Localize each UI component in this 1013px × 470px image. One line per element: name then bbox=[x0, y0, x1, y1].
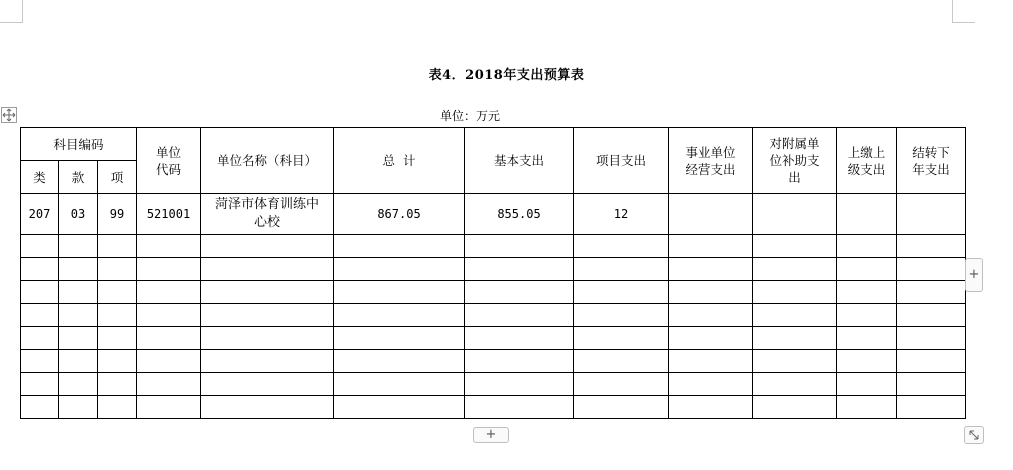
empty-cell[interactable] bbox=[201, 373, 334, 396]
empty-cell[interactable] bbox=[334, 373, 465, 396]
empty-cell[interactable] bbox=[574, 373, 669, 396]
cell-project[interactable]: 12 bbox=[574, 194, 669, 235]
empty-cell[interactable] bbox=[21, 258, 59, 281]
empty-cell[interactable] bbox=[574, 281, 669, 304]
cell-unit-name[interactable]: 菏泽市体育训练中心校 bbox=[201, 194, 334, 235]
empty-cell[interactable] bbox=[137, 235, 201, 258]
empty-cell[interactable] bbox=[201, 304, 334, 327]
empty-cell[interactable] bbox=[669, 350, 753, 373]
empty-cell[interactable] bbox=[574, 304, 669, 327]
empty-cell[interactable] bbox=[137, 304, 201, 327]
cell-unit-code[interactable]: 521001 bbox=[137, 194, 201, 235]
empty-cell[interactable] bbox=[137, 327, 201, 350]
empty-cell[interactable] bbox=[98, 350, 137, 373]
cell-lei[interactable]: 207 bbox=[21, 194, 59, 235]
empty-cell[interactable] bbox=[334, 258, 465, 281]
add-column-button[interactable] bbox=[965, 258, 983, 292]
table-resize-handle[interactable] bbox=[964, 426, 984, 444]
empty-cell[interactable] bbox=[465, 258, 574, 281]
cell-basic[interactable]: 855.05 bbox=[465, 194, 574, 235]
header-basic[interactable]: 基本支出 bbox=[465, 128, 574, 194]
empty-cell[interactable] bbox=[753, 373, 837, 396]
empty-cell[interactable] bbox=[59, 258, 98, 281]
empty-cell[interactable] bbox=[137, 350, 201, 373]
empty-cell[interactable] bbox=[98, 327, 137, 350]
empty-cell[interactable] bbox=[669, 258, 753, 281]
empty-cell[interactable] bbox=[753, 327, 837, 350]
empty-cell[interactable] bbox=[21, 281, 59, 304]
resize-diagonal-icon bbox=[967, 428, 981, 442]
add-row-button[interactable] bbox=[473, 427, 509, 443]
empty-cell[interactable] bbox=[98, 396, 137, 419]
document-title: 表4．2018年支出预算表 bbox=[428, 68, 585, 83]
empty-cell[interactable] bbox=[137, 373, 201, 396]
empty-cell[interactable] bbox=[574, 350, 669, 373]
empty-cell[interactable] bbox=[669, 396, 753, 419]
empty-cell[interactable] bbox=[201, 350, 334, 373]
cell-upper[interactable] bbox=[837, 194, 897, 235]
empty-cell[interactable] bbox=[137, 258, 201, 281]
empty-cell[interactable] bbox=[465, 281, 574, 304]
empty-cell[interactable] bbox=[465, 350, 574, 373]
move-arrows-icon bbox=[2, 108, 16, 122]
empty-cell[interactable] bbox=[98, 258, 137, 281]
empty-cell[interactable] bbox=[837, 235, 897, 258]
table-row bbox=[21, 258, 966, 281]
header-unit-code[interactable]: 单位代码 bbox=[137, 128, 201, 194]
empty-cell[interactable] bbox=[334, 327, 465, 350]
empty-cell[interactable] bbox=[837, 281, 897, 304]
empty-cell[interactable] bbox=[201, 327, 334, 350]
empty-cell[interactable] bbox=[59, 350, 98, 373]
empty-cell[interactable] bbox=[465, 304, 574, 327]
empty-cell[interactable] bbox=[897, 327, 966, 350]
empty-cell[interactable] bbox=[574, 235, 669, 258]
table-row bbox=[21, 396, 966, 419]
empty-cell[interactable] bbox=[59, 373, 98, 396]
empty-cell[interactable] bbox=[21, 373, 59, 396]
header-subsidy[interactable]: 对附属单位补助支出 bbox=[753, 128, 837, 194]
empty-cell[interactable] bbox=[897, 350, 966, 373]
empty-cell[interactable] bbox=[753, 304, 837, 327]
empty-cell[interactable] bbox=[59, 396, 98, 419]
cell-carry[interactable] bbox=[897, 194, 966, 235]
empty-cell[interactable] bbox=[837, 396, 897, 419]
empty-cell[interactable] bbox=[334, 396, 465, 419]
table-row bbox=[21, 350, 966, 373]
page-corner-mark-left bbox=[0, 0, 23, 23]
cell-business[interactable] bbox=[669, 194, 753, 235]
empty-cell[interactable] bbox=[21, 304, 59, 327]
empty-cell[interactable] bbox=[753, 396, 837, 419]
empty-cell[interactable] bbox=[669, 304, 753, 327]
empty-cell[interactable] bbox=[59, 235, 98, 258]
empty-cell[interactable] bbox=[837, 258, 897, 281]
budget-table bbox=[20, 127, 966, 419]
empty-cell[interactable] bbox=[574, 258, 669, 281]
cell-kuan[interactable]: 03 bbox=[59, 194, 98, 235]
empty-cell[interactable] bbox=[21, 350, 59, 373]
empty-cell[interactable] bbox=[465, 373, 574, 396]
empty-cell[interactable] bbox=[897, 258, 966, 281]
table-row bbox=[21, 304, 966, 327]
cell-xiang[interactable]: 99 bbox=[98, 194, 137, 235]
empty-cell[interactable] bbox=[98, 304, 137, 327]
empty-cell[interactable] bbox=[897, 235, 966, 258]
empty-cell[interactable] bbox=[334, 350, 465, 373]
empty-cell[interactable] bbox=[137, 281, 201, 304]
header-business[interactable]: 事业单位经营支出 bbox=[669, 128, 753, 194]
table-row bbox=[21, 373, 966, 396]
empty-cell[interactable] bbox=[98, 235, 137, 258]
empty-cell[interactable] bbox=[753, 235, 837, 258]
header-project[interactable]: 项目支出 bbox=[574, 128, 669, 194]
cell-total[interactable]: 867.05 bbox=[334, 194, 465, 235]
empty-cell[interactable] bbox=[201, 258, 334, 281]
table-row bbox=[21, 194, 966, 235]
empty-cell[interactable] bbox=[574, 396, 669, 419]
empty-cell[interactable] bbox=[837, 373, 897, 396]
table-row bbox=[21, 281, 966, 304]
empty-cell[interactable] bbox=[837, 327, 897, 350]
empty-cell[interactable] bbox=[837, 304, 897, 327]
unit-label: 单位：万元 bbox=[440, 109, 501, 123]
empty-cell[interactable] bbox=[837, 350, 897, 373]
header-lei[interactable]: 类 bbox=[21, 161, 59, 194]
empty-cell[interactable] bbox=[465, 235, 574, 258]
header-row-1 bbox=[21, 128, 966, 161]
empty-cell[interactable] bbox=[59, 327, 98, 350]
empty-cell[interactable] bbox=[897, 281, 966, 304]
empty-cell[interactable] bbox=[334, 281, 465, 304]
empty-cell[interactable] bbox=[897, 373, 966, 396]
empty-cell[interactable] bbox=[21, 235, 59, 258]
empty-cell[interactable] bbox=[98, 281, 137, 304]
header-total[interactable]: 总 计 bbox=[334, 128, 465, 194]
page-corner-mark-right bbox=[952, 0, 975, 23]
empty-cell[interactable] bbox=[59, 281, 98, 304]
empty-cell[interactable] bbox=[98, 373, 137, 396]
empty-cell[interactable] bbox=[753, 258, 837, 281]
empty-cell[interactable] bbox=[669, 235, 753, 258]
header-subject-code[interactable]: 科目编码 bbox=[21, 128, 137, 161]
header-kuan[interactable]: 款 bbox=[59, 161, 98, 194]
plus-icon: + bbox=[485, 427, 497, 442]
header-upper[interactable]: 上缴上级支出 bbox=[837, 128, 897, 194]
header-carry[interactable]: 结转下年支出 bbox=[897, 128, 966, 194]
empty-cell[interactable] bbox=[21, 327, 59, 350]
empty-cell[interactable] bbox=[574, 327, 669, 350]
empty-cell[interactable] bbox=[334, 304, 465, 327]
cell-subsidy[interactable] bbox=[753, 194, 837, 235]
plus-icon: + bbox=[968, 267, 980, 282]
table-move-handle[interactable] bbox=[1, 107, 17, 123]
empty-cell[interactable] bbox=[201, 235, 334, 258]
empty-cell[interactable] bbox=[201, 396, 334, 419]
empty-cell[interactable] bbox=[465, 327, 574, 350]
table-row bbox=[21, 327, 966, 350]
empty-cell[interactable] bbox=[897, 396, 966, 419]
table-row bbox=[21, 235, 966, 258]
empty-cell[interactable] bbox=[59, 304, 98, 327]
empty-cell[interactable] bbox=[753, 350, 837, 373]
empty-cell[interactable] bbox=[669, 327, 753, 350]
header-xiang[interactable]: 项 bbox=[98, 161, 137, 194]
empty-cell[interactable] bbox=[753, 281, 837, 304]
empty-cell[interactable] bbox=[669, 373, 753, 396]
header-unit-name[interactable]: 单位名称（科目） bbox=[201, 128, 334, 194]
empty-cell[interactable] bbox=[21, 396, 59, 419]
empty-cell[interactable] bbox=[897, 304, 966, 327]
empty-cell[interactable] bbox=[669, 281, 753, 304]
empty-cell[interactable] bbox=[465, 396, 574, 419]
empty-cell[interactable] bbox=[334, 235, 465, 258]
empty-cell[interactable] bbox=[137, 396, 201, 419]
empty-cell[interactable] bbox=[201, 281, 334, 304]
